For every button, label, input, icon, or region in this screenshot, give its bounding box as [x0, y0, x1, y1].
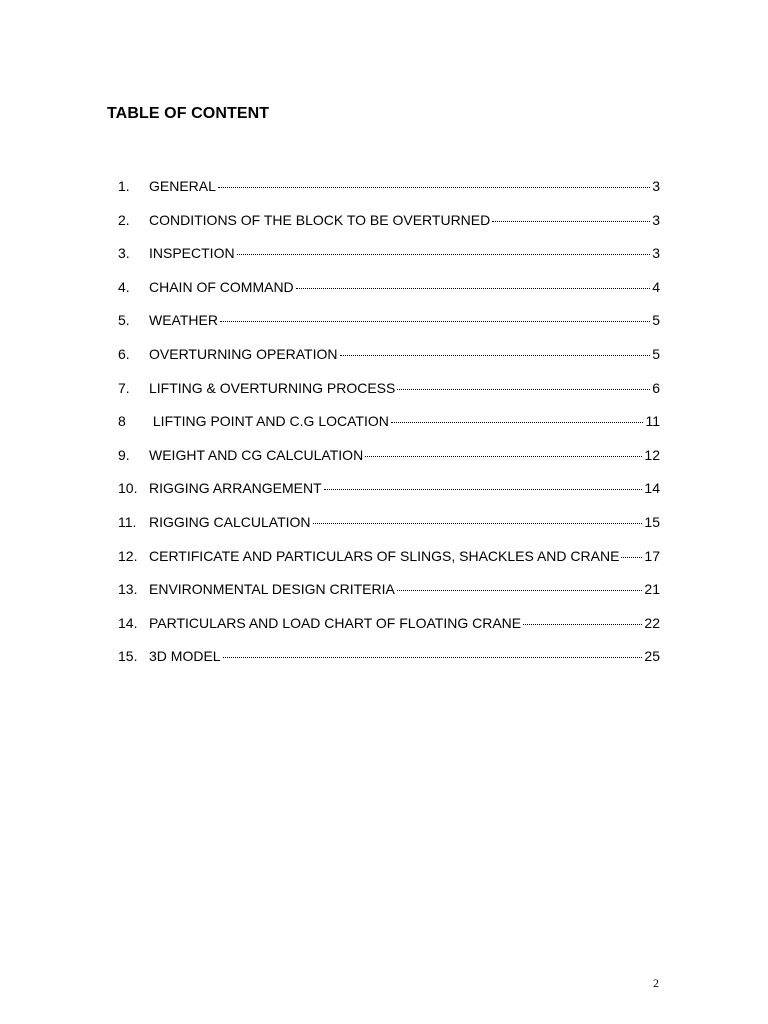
- toc-entry-number: 15.: [118, 648, 138, 665]
- toc-entry-text: WEIGHT AND CG CALCULATION: [149, 446, 364, 463]
- toc-entry-page: 25: [644, 648, 660, 665]
- toc-entry[interactable]: [118, 210, 660, 244]
- toc-dot-leader: [397, 375, 650, 390]
- toc-entry-text: CONDITIONS OF THE BLOCK TO BE OVERTURNED: [149, 211, 491, 228]
- toc-dot-leader: [492, 207, 650, 222]
- toc-dot-leader: [223, 643, 643, 658]
- toc-dot-leader: [218, 173, 650, 188]
- toc-entry-page: 5: [652, 345, 660, 362]
- toc-entry-text: INSPECTION: [149, 245, 235, 262]
- toc-entry-number: 13.: [118, 581, 138, 598]
- toc-entry-number: 4.: [118, 278, 130, 295]
- toc-entry-number: 5.: [118, 312, 130, 329]
- toc-entry-page: 12: [644, 446, 660, 463]
- toc-dot-leader: [220, 307, 650, 322]
- toc-entry-page: 3: [652, 245, 660, 262]
- toc-list: [118, 176, 660, 680]
- page-number: 2: [653, 976, 659, 990]
- toc-entry[interactable]: [118, 579, 660, 613]
- toc-dot-leader: [237, 240, 651, 255]
- toc-entry[interactable]: [118, 445, 660, 479]
- toc-entry[interactable]: [118, 546, 660, 580]
- toc-entry[interactable]: [118, 646, 660, 680]
- toc-entry-page: 6: [652, 379, 660, 396]
- toc-dot-leader: [391, 408, 644, 423]
- toc-entry[interactable]: [118, 478, 660, 512]
- toc-entry-number: 14.: [118, 614, 138, 631]
- toc-entry-page: 14: [644, 480, 660, 497]
- toc-entry-page: 15: [644, 513, 660, 530]
- toc-entry[interactable]: [118, 277, 660, 311]
- toc-entry[interactable]: [118, 378, 660, 412]
- toc-dot-leader: [313, 509, 643, 524]
- toc-entry-page: 3: [652, 178, 660, 194]
- toc-entry-page: 21: [644, 581, 660, 598]
- toc-entry-number: 2.: [118, 211, 130, 228]
- toc-entry-text: LIFTING & OVERTURNING PROCESS: [149, 379, 396, 396]
- toc-entry[interactable]: [118, 243, 660, 277]
- toc-entry-page: 5: [652, 312, 660, 329]
- toc-entry-number: 10.: [118, 480, 138, 497]
- toc-entry[interactable]: [118, 310, 660, 344]
- toc-entry-page: 11: [645, 413, 660, 430]
- toc-entry-text: RIGGING ARRANGEMENT: [149, 480, 322, 497]
- toc-entry-page: 4: [652, 278, 660, 295]
- toc-entry-text: ENVIRONMENTAL DESIGN CRITERIA: [149, 581, 395, 598]
- toc-dot-leader: [397, 576, 643, 591]
- toc-title: TABLE OF CONTENT: [107, 105, 270, 122]
- toc-entry-text: RIGGING CALCULATION: [149, 513, 311, 530]
- toc-dot-leader: [324, 475, 643, 490]
- toc-entry-text: LIFTING POINT AND C.G LOCATION: [149, 413, 389, 430]
- toc-entry-page: 22: [644, 614, 660, 631]
- toc-entry-page: 3: [652, 211, 660, 228]
- toc-entry-page: 17: [644, 547, 660, 564]
- toc-entry-text: PARTICULARS AND LOAD CHART OF FLOATING CRANE: [149, 614, 522, 631]
- toc-entry-text: CHAIN OF COMMAND: [149, 278, 294, 295]
- toc-entry-text: 3D MODEL: [149, 648, 221, 665]
- toc-dot-leader: [340, 341, 651, 356]
- toc-entry-number: 11.: [118, 513, 137, 530]
- toc-entry-number: 1.: [118, 178, 130, 194]
- toc-entry-number: 6.: [118, 345, 130, 362]
- toc-entry-text: OVERTURNING OPERATION: [149, 345, 338, 362]
- toc-entry[interactable]: [118, 512, 660, 546]
- toc-entry-text: GENERAL: [149, 178, 216, 194]
- toc-entry-number: 8: [118, 413, 126, 430]
- toc-entry-text: WEATHER: [149, 312, 218, 329]
- toc-entry[interactable]: [118, 613, 660, 647]
- toc-entry[interactable]: [118, 411, 660, 445]
- toc-entry[interactable]: [118, 344, 660, 378]
- toc-entry-number: 3.: [118, 245, 130, 262]
- toc-entry-number: 9.: [118, 446, 130, 463]
- toc-dot-leader: [621, 543, 642, 558]
- toc-entry-number: 12.: [118, 547, 138, 564]
- toc-dot-leader: [296, 274, 651, 289]
- toc-entry[interactable]: [118, 176, 660, 210]
- toc-entry-number: 7.: [118, 379, 130, 396]
- toc-dot-leader: [365, 442, 642, 457]
- toc-dot-leader: [523, 610, 642, 625]
- toc-entry-text: CERTIFICATE AND PARTICULARS OF SLINGS, SHACKLES AND CRANE: [149, 547, 620, 564]
